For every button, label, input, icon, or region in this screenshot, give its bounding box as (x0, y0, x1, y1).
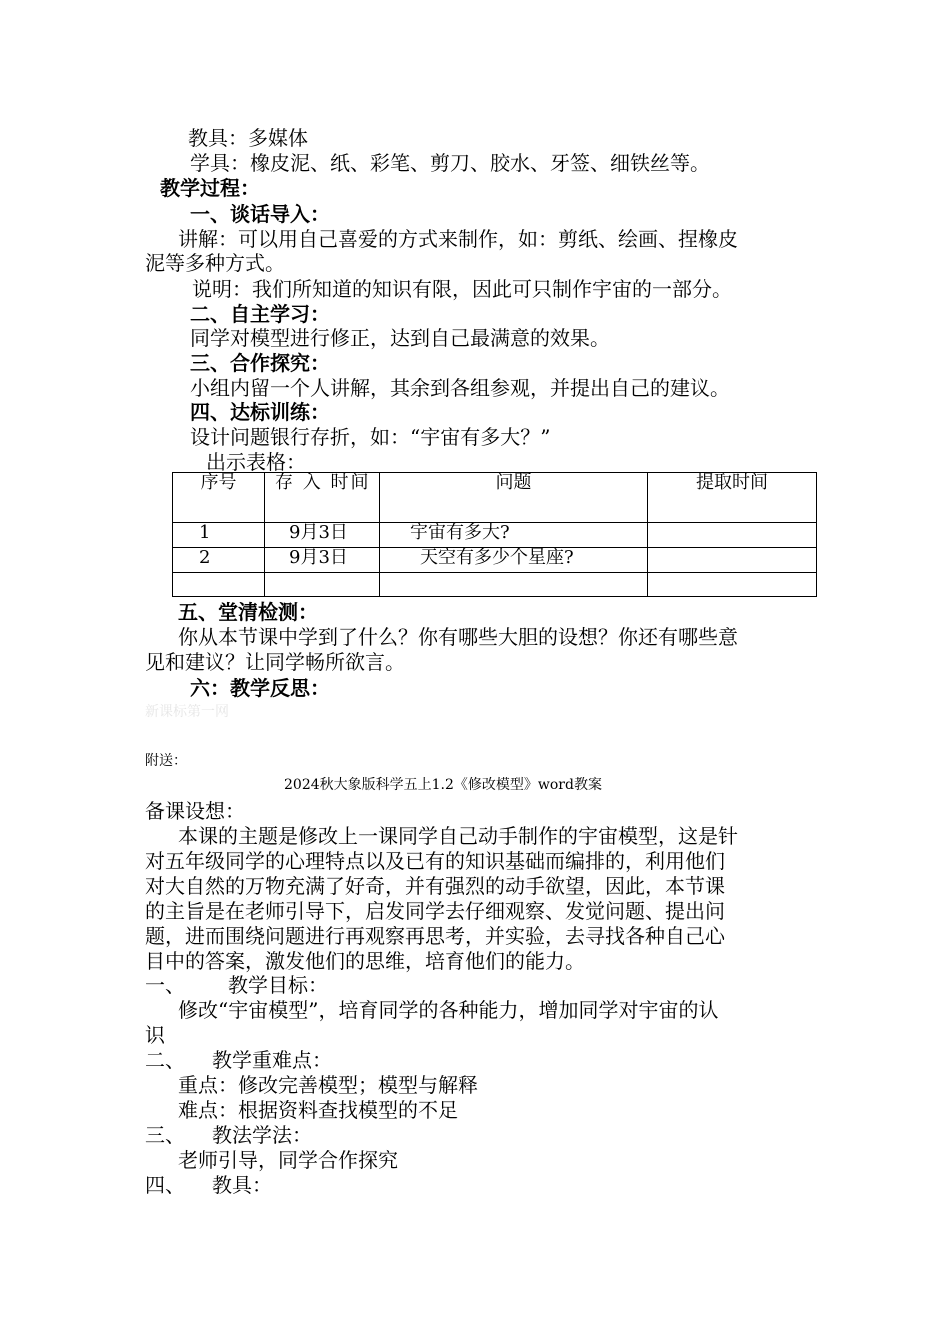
table-header-row (173, 473, 817, 523)
prep-heading: 备课设想： (145, 799, 245, 823)
method-title: 教法学法： (212, 1123, 312, 1147)
section3-title: 三、合作探究： (190, 351, 330, 375)
row2-withdraw-time (648, 548, 817, 573)
row1-withdraw-time (648, 523, 817, 548)
prep-line: 对五年级同学的心理特点以及已有的知识基础而编排的，利用他们 (145, 849, 725, 873)
section4-title: 四、达标训练： (190, 400, 330, 424)
section4-text: 设计问题银行存折，如：“宇宙有多大？” (190, 425, 551, 449)
section1-explain-line1: 讲解：可以用自己喜爱的方式来制作，如：剪纸、绘画、捏橡皮 (178, 227, 738, 251)
row3-deposit-time (265, 573, 380, 597)
prep-line: 目中的答案，激发他们的思维，培育他们的能力。 (145, 949, 585, 973)
method-number: 三、 (145, 1123, 185, 1147)
prep-line: 对大自然的万物充满了好奇，并有强烈的动手欲望，因此，本节课 (145, 874, 725, 898)
goal-title: 教学目标： (228, 973, 328, 997)
hard-point: 难点：根据资料查找模型的不足 (178, 1098, 458, 1122)
key-point: 重点：修改完善模型；模型与解释 (178, 1073, 478, 1097)
goal-number: 一、 (145, 973, 185, 997)
row3-question (380, 573, 648, 597)
attachment-label: 附送： (145, 753, 187, 769)
process-title: 教学过程： (160, 176, 260, 200)
key-number: 二、 (145, 1048, 185, 1072)
section1-note: 说明：我们所知道的知识有限，因此可只制作宇宙的一部分。 (192, 277, 732, 301)
goal-text-line1: 修改“宇宙模型”，培育同学的各种能力，增加同学对宇宙的认 (178, 998, 719, 1022)
method-text: 老师引导，同学合作探究 (178, 1148, 398, 1172)
key-title: 教学重难点： (212, 1048, 332, 1072)
row3-withdraw-time (648, 573, 817, 597)
header-deposit-time: 存 入 时间 (265, 473, 380, 523)
row1-deposit-time: 9月3日 (265, 523, 380, 548)
table-intro: 出示表格： (206, 450, 306, 474)
header-question: 问题 (380, 473, 648, 523)
table-row (173, 573, 817, 597)
question-bank-table (172, 472, 817, 597)
table-row (173, 548, 817, 573)
teacher-tools: 教具：多媒体 (188, 126, 308, 150)
header-withdraw-time: 提取时间 (648, 473, 817, 523)
prep-line: 题，进而围绕问题进行再观察再思考，并实验，去寻找各种自己心 (145, 924, 725, 948)
row2-question: 天空有多少个星座? (380, 548, 648, 573)
header-index: 序号 (173, 473, 265, 523)
section3-text: 小组内留一个人讲解，其余到各组参观，并提出自己的建议。 (190, 376, 730, 400)
tools-title: 教具： (212, 1173, 272, 1197)
row2-deposit-time: 9月3日 (265, 548, 380, 573)
section1-explain-line2: 泥等多种方式。 (145, 251, 285, 275)
prep-line: 的主旨是在老师引导下，启发同学去仔细观察、发觉问题、提出问 (145, 899, 725, 923)
faint-watermark-link[interactable]: 新课标第一网 (145, 704, 229, 720)
section6-title: 六：教学反思： (190, 676, 330, 700)
tools-number: 四、 (145, 1173, 185, 1197)
section5-text-line1: 你从本节课中学到了什么？你有哪些大胆的设想？你还有哪些意 (178, 625, 738, 649)
goal-text-line2: 识 (145, 1023, 165, 1047)
table-row (173, 523, 817, 548)
section5-title: 五、堂清检测： (178, 600, 318, 624)
row1-question: 宇宙有多大? (380, 523, 648, 548)
section2-text: 同学对模型进行修正，达到自己最满意的效果。 (190, 326, 610, 350)
row2-index: 2 (173, 548, 265, 573)
attachment-title: 2024秋大象版科学五上1.2《修改模型》word教案 (284, 777, 602, 793)
section1-title: 一、谈话导入： (190, 202, 330, 226)
section5-text-line2: 见和建议？让同学畅所欲言。 (145, 650, 405, 674)
row3-index (173, 573, 265, 597)
prep-line: 本课的主题是修改上一课同学自己动手制作的宇宙模型，这是针 (178, 824, 738, 848)
row1-index: 1 (173, 523, 265, 548)
student-tools: 学具：橡皮泥、纸、彩笔、剪刀、胶水、牙签、细铁丝等。 (190, 151, 710, 175)
section2-title: 二、自主学习： (190, 302, 330, 326)
